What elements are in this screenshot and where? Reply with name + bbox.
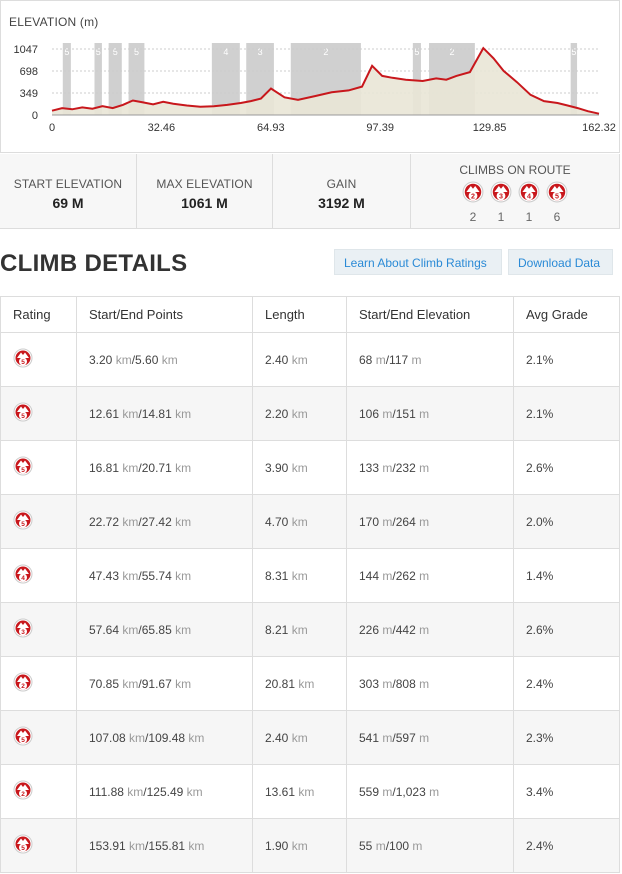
svg-text:4: 4 bbox=[527, 192, 531, 201]
x-tick-label: 32.46 bbox=[147, 122, 176, 134]
avg-grade-cell: 2.1% bbox=[514, 387, 620, 441]
climb-band-label: 3 bbox=[257, 47, 263, 57]
climb-band-label: 4 bbox=[223, 47, 229, 57]
climb-category-badge-icon bbox=[13, 456, 33, 476]
svg-text:5: 5 bbox=[21, 736, 25, 744]
avg-grade-cell: 1.4% bbox=[514, 549, 620, 603]
length-cell: 1.90 km bbox=[253, 819, 347, 873]
climb-category-count: 2 bbox=[469, 210, 477, 224]
climb-category-badge-icon bbox=[490, 181, 512, 203]
climb-category-summary bbox=[490, 181, 512, 224]
rating-cell bbox=[1, 765, 77, 819]
avg-grade-cell: 2.4% bbox=[514, 657, 620, 711]
start-end-points-cell: 70.85 km/91.67 km bbox=[77, 657, 253, 711]
x-tick-label: 0 bbox=[48, 122, 56, 134]
y-tick-label: 1047 bbox=[13, 44, 38, 56]
table-row bbox=[1, 711, 620, 765]
start-end-elevation-cell: 55 m/100 m bbox=[347, 819, 514, 873]
table-row bbox=[1, 765, 620, 819]
climb-category-badge-icon bbox=[13, 834, 33, 854]
start-end-elevation-cell: 303 m/808 m bbox=[347, 657, 514, 711]
length-cell: 4.70 km bbox=[253, 495, 347, 549]
x-tick-label: 162.32 bbox=[582, 122, 616, 134]
stat-label: CLIMBS ON ROUTE bbox=[459, 163, 571, 177]
stat-value: 69 M bbox=[52, 195, 84, 211]
climb-category-badge-icon bbox=[462, 181, 484, 203]
climb-category-count: 1 bbox=[525, 210, 533, 224]
svg-text:5: 5 bbox=[21, 412, 25, 420]
avg-grade-cell: 2.6% bbox=[514, 441, 620, 495]
rating-cell bbox=[1, 549, 77, 603]
climb-category-badge-icon bbox=[13, 780, 33, 800]
table-row bbox=[1, 441, 620, 495]
avg-grade-cell: 2.0% bbox=[514, 495, 620, 549]
start-end-elevation-cell: 68 m/117 m bbox=[347, 333, 514, 387]
svg-text:2: 2 bbox=[471, 192, 475, 201]
climb-band-label: 5 bbox=[414, 47, 420, 57]
start-end-elevation-cell: 170 m/264 m bbox=[347, 495, 514, 549]
start-end-elevation-cell: 226 m/442 m bbox=[347, 603, 514, 657]
length-cell: 8.31 km bbox=[253, 549, 347, 603]
rating-cell bbox=[1, 387, 77, 441]
start-end-elevation-cell: 559 m/1,023 m bbox=[347, 765, 514, 819]
climb-category-count: 1 bbox=[497, 210, 505, 224]
x-tick-label: 64.93 bbox=[257, 122, 285, 134]
start-end-points-cell: 107.08 km/109.48 km bbox=[77, 711, 253, 765]
rating-cell bbox=[1, 819, 77, 873]
start-end-points-cell: 111.88 km/125.49 km bbox=[77, 765, 253, 819]
length-cell: 8.21 km bbox=[253, 603, 347, 657]
svg-text:5: 5 bbox=[21, 844, 25, 852]
svg-text:2: 2 bbox=[21, 790, 25, 798]
column-header-length: Length bbox=[253, 297, 347, 333]
climb-category-summary bbox=[462, 181, 484, 224]
climb-category-badge-icon bbox=[13, 348, 33, 368]
stat-max-elevation bbox=[137, 154, 273, 228]
rating-cell bbox=[1, 441, 77, 495]
climb-band-label: 5 bbox=[112, 47, 118, 57]
column-header-start-end-points: Start/End Points bbox=[77, 297, 253, 333]
climb-band-label: 2 bbox=[323, 47, 329, 57]
svg-text:5: 5 bbox=[21, 466, 25, 474]
svg-text:5: 5 bbox=[21, 358, 25, 366]
rating-cell bbox=[1, 495, 77, 549]
start-end-elevation-cell: 106 m/151 m bbox=[347, 387, 514, 441]
learn-climb-ratings-button[interactable]: Learn About Climb Ratings bbox=[334, 249, 502, 275]
start-end-points-cell: 3.20 km/5.60 km bbox=[77, 333, 253, 387]
elevation-chart bbox=[0, 0, 620, 153]
table-row bbox=[1, 603, 620, 657]
stat-label: START ELEVATION bbox=[13, 177, 123, 191]
start-end-points-cell: 47.43 km/55.74 km bbox=[77, 549, 253, 603]
y-tick-label: 349 bbox=[19, 88, 38, 100]
chart-title: ELEVATION (m) bbox=[9, 15, 99, 29]
length-cell: 20.81 km bbox=[253, 657, 347, 711]
avg-grade-cell: 2.6% bbox=[514, 603, 620, 657]
svg-text:3: 3 bbox=[21, 628, 25, 636]
avg-grade-cell: 2.1% bbox=[514, 333, 620, 387]
table-row bbox=[1, 495, 620, 549]
climb-band-label: 5 bbox=[95, 47, 101, 57]
climb-category-summary bbox=[518, 181, 540, 224]
length-cell: 3.90 km bbox=[253, 441, 347, 495]
climb-category-badge-icon bbox=[13, 564, 33, 584]
climb-band-label: 5 bbox=[571, 47, 577, 57]
column-header-avg-grade: Avg Grade bbox=[514, 297, 620, 333]
climb-category-badge-icon bbox=[13, 726, 33, 746]
stat-gain bbox=[273, 154, 411, 228]
length-cell: 2.20 km bbox=[253, 387, 347, 441]
table-row bbox=[1, 657, 620, 711]
table-row bbox=[1, 819, 620, 873]
climb-category-count: 6 bbox=[553, 210, 561, 224]
y-tick-label: 0 bbox=[31, 110, 38, 122]
x-tick-label: 129.85 bbox=[472, 122, 507, 134]
elevation-plot bbox=[1, 1, 619, 152]
length-cell: 2.40 km bbox=[253, 333, 347, 387]
column-header-rating: Rating bbox=[1, 297, 77, 333]
length-cell: 2.40 km bbox=[253, 711, 347, 765]
climb-category-summary bbox=[546, 181, 568, 224]
climb-category-badge-icon bbox=[13, 402, 33, 422]
climb-details-heading: CLIMB DETAILS bbox=[0, 250, 188, 277]
start-end-points-cell: 12.61 km/14.81 km bbox=[77, 387, 253, 441]
climb-category-badge-icon bbox=[13, 510, 33, 530]
stat-climbs-on-route bbox=[411, 154, 620, 228]
climbs-summary bbox=[411, 181, 619, 224]
table-header-row bbox=[1, 297, 620, 333]
start-end-points-cell: 16.81 km/20.71 km bbox=[77, 441, 253, 495]
climb-band-label: 5 bbox=[133, 47, 139, 57]
climb-band-label: 2 bbox=[449, 47, 455, 57]
start-end-elevation-cell: 541 m/597 m bbox=[347, 711, 514, 765]
start-end-elevation-cell: 144 m/262 m bbox=[347, 549, 514, 603]
climb-category-badge-icon bbox=[518, 181, 540, 203]
climb-details-table bbox=[0, 296, 620, 873]
y-tick-label: 698 bbox=[19, 66, 38, 78]
length-cell: 13.61 km bbox=[253, 765, 347, 819]
x-tick-label: 97.39 bbox=[366, 122, 394, 134]
avg-grade-cell: 2.4% bbox=[514, 819, 620, 873]
stat-value: 1061 M bbox=[181, 195, 228, 211]
start-end-elevation-cell: 133 m/232 m bbox=[347, 441, 514, 495]
svg-text:4: 4 bbox=[21, 574, 25, 582]
rating-cell bbox=[1, 711, 77, 765]
svg-text:3: 3 bbox=[499, 192, 503, 201]
climb-category-badge-icon bbox=[13, 618, 33, 638]
table-row bbox=[1, 333, 620, 387]
start-end-points-cell: 57.64 km/65.85 km bbox=[77, 603, 253, 657]
download-data-button[interactable]: Download Data bbox=[508, 249, 613, 275]
stat-start-elevation bbox=[0, 154, 137, 228]
start-end-points-cell: 22.72 km/27.42 km bbox=[77, 495, 253, 549]
climb-band-label: 5 bbox=[64, 47, 70, 57]
avg-grade-cell: 3.4% bbox=[514, 765, 620, 819]
table-row bbox=[1, 387, 620, 441]
stat-value: 3192 M bbox=[318, 195, 365, 211]
climb-category-badge-icon bbox=[546, 181, 568, 203]
column-header-start-end-elevation: Start/End Elevation bbox=[347, 297, 514, 333]
svg-text:5: 5 bbox=[555, 192, 559, 201]
rating-cell bbox=[1, 657, 77, 711]
stat-label: GAIN bbox=[326, 177, 357, 191]
start-end-points-cell: 153.91 km/155.81 km bbox=[77, 819, 253, 873]
stat-label: MAX ELEVATION bbox=[156, 177, 253, 191]
table-row bbox=[1, 549, 620, 603]
svg-text:2: 2 bbox=[21, 682, 25, 690]
route-stats-bar bbox=[0, 154, 620, 229]
climb-category-badge-icon bbox=[13, 672, 33, 692]
rating-cell bbox=[1, 333, 77, 387]
rating-cell bbox=[1, 603, 77, 657]
svg-text:5: 5 bbox=[21, 520, 25, 528]
avg-grade-cell: 2.3% bbox=[514, 711, 620, 765]
